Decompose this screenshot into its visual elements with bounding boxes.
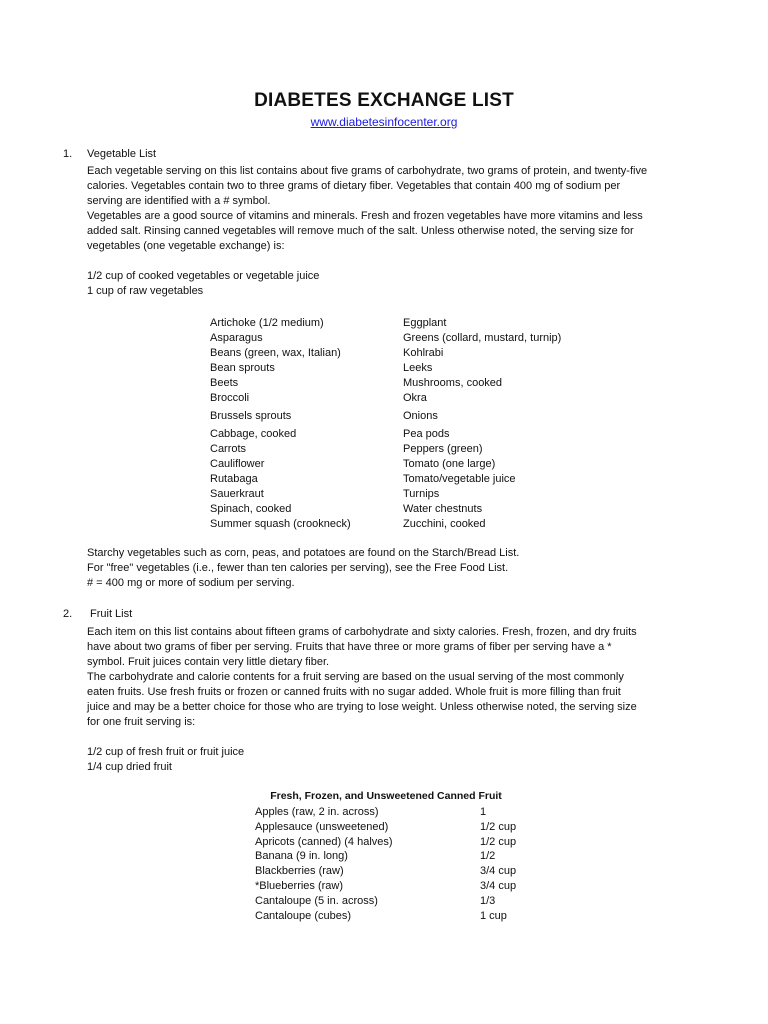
vegetable-item: Pea pods (403, 428, 450, 440)
fruit-amount: 3/4 cup (480, 865, 517, 878)
vegetable-item: Cabbage, cooked (210, 428, 297, 440)
vegetable-item: Eggplant (403, 317, 447, 329)
paragraph-line: eaten fruits. Use fresh fruits or frozen or canned fruits with no sugar added. Whole fruit is more filling than fruit (87, 686, 621, 698)
serving-size-line: 1/2 cup of cooked vegetables or vegetable juice (87, 270, 320, 282)
note-line: # = 400 mg or more of sodium per serving. (87, 577, 295, 589)
vegetable-item: Bean sprouts (210, 362, 275, 374)
paragraph-line: The carbohydrate and calorie contents for a fruit serving are based on the usual serving of the most commonly (87, 671, 624, 683)
document-title: DIABETES EXCHANGE LIST (254, 90, 514, 111)
section-number-1: 1. (63, 148, 73, 160)
vegetable-item: Summer squash (crookneck) (210, 518, 351, 530)
vegetable-column-right (403, 316, 561, 532)
vegetable-item: Zucchini, cooked (403, 518, 486, 530)
fruit-amount: 1/2 (480, 850, 496, 863)
note-line: For "free" vegetables (i.e., fewer than ten calories per serving), see the Free Food List. (87, 562, 509, 574)
paragraph-line: calories. Vegetables contain two to three grams of dietary fiber. Vegetables that contain 400 mg of sodium per (87, 180, 621, 192)
paragraph-line: juice and may be a better choice for those who are trying to lose weight. Unless otherwise noted, the serving size (87, 701, 637, 713)
vegetable-column-left (210, 316, 351, 532)
paragraph-line: vegetables (one vegetable exchange) is: (87, 240, 285, 252)
vegetable-item: Tomato (one large) (403, 458, 496, 470)
vegetable-item: Greens (collard, mustard, turnip) (403, 332, 562, 344)
section-number-2: 2. (63, 608, 73, 620)
vegetable-item: Onions (403, 410, 438, 422)
vegetable-item: Broccoli (210, 392, 250, 404)
vegetable-item: Beets (210, 377, 239, 389)
fruit-amount-column (480, 805, 516, 923)
fruit-item: Apricots (canned) (4 halves) (255, 835, 393, 848)
note-line: Starchy vegetables such as corn, peas, and potatoes are found on the Starch/Bread List. (87, 547, 520, 559)
vegetable-notes (87, 546, 699, 591)
vegetable-intro-paragraph (87, 164, 699, 299)
vegetable-item: Kohlrabi (403, 347, 444, 359)
paragraph-line: serving are identified with a # symbol. (87, 195, 271, 207)
fruit-amount: 1/2 cup (480, 835, 517, 848)
fruit-amount: 1 (480, 806, 487, 818)
vegetable-item: Cauliflower (210, 458, 265, 470)
fruit-item: Blackberries (raw) (255, 865, 344, 878)
serving-size-line: 1/4 cup dried fruit (87, 761, 172, 773)
paragraph-line: have about two grams of fiber per serving. Fruits that have three or more grams of fiber per serving have a * (87, 641, 612, 653)
vegetable-item: Tomato/vegetable juice (403, 473, 516, 485)
fruit-amount: 1/3 (480, 894, 496, 907)
vegetable-item: Asparagus (210, 332, 263, 344)
fruit-amount: 1 cup (480, 909, 507, 922)
fruit-item: Banana (9 in. long) (255, 850, 348, 863)
section-heading-vegetable-list: Vegetable List (87, 148, 157, 160)
fruit-item: Cantaloupe (5 in. across) (255, 894, 378, 907)
paragraph-line: Each vegetable serving on this list contains about five grams of carbohydrate, two grams of protein, and twenty-five (87, 165, 648, 177)
serving-size-line: 1/2 cup of fresh fruit or fruit juice (87, 746, 245, 758)
fruit-item: Apples (raw, 2 in. across) (255, 806, 379, 818)
vegetable-item: Peppers (green) (403, 443, 483, 455)
fruit-intro-paragraph (87, 625, 699, 775)
paragraph-line: Each item on this list contains about fifteen grams of carbohydrate and sixty calories. Fresh, frozen, and dry fruits (87, 626, 637, 638)
vegetable-item: Carrots (210, 443, 247, 455)
serving-size-line: 1 cup of raw vegetables (87, 285, 204, 297)
fruit-name-column (255, 805, 393, 923)
paragraph-line: for one fruit serving is: (87, 716, 196, 728)
vegetable-item: Artichoke (1/2 medium) (210, 317, 324, 329)
vegetable-item: Beans (green, wax, Italian) (210, 347, 341, 359)
website-link[interactable]: www.diabetesinfocenter.org (310, 115, 458, 129)
vegetable-item: Sauerkraut (210, 488, 264, 500)
fruit-amount: 3/4 cup (480, 879, 517, 892)
vegetable-item: Water chestnuts (403, 503, 483, 515)
vegetable-item: Spinach, cooked (210, 503, 292, 515)
paragraph-line: symbol. Fruit juices contain very little dietary fiber. (87, 656, 330, 668)
vegetable-item: Mushrooms, cooked (403, 377, 503, 389)
fruit-amount: 1/2 cup (480, 820, 517, 833)
fruit-item: Applesauce (unsweetened) (255, 820, 389, 833)
vegetable-item: Okra (403, 392, 427, 404)
fruit-item: *Blueberries (raw) (255, 879, 344, 892)
fruit-item: Cantaloupe (cubes) (255, 909, 352, 922)
vegetable-item: Leeks (403, 362, 433, 374)
vegetable-item: Rutabaga (210, 473, 258, 485)
fruit-table-title: Fresh, Frozen, and Unsweetened Canned Fruit (270, 790, 502, 802)
section-heading-fruit-list: Fruit List (90, 608, 133, 620)
vegetable-item: Turnips (403, 488, 440, 500)
paragraph-line: Vegetables are a good source of vitamins and minerals. Fresh and frozen vegetables have more vitamins and less (87, 210, 643, 222)
vegetable-item: Brussels sprouts (210, 410, 292, 422)
paragraph-line: added salt. Rinsing canned vegetables will remove much of the salt. Unless otherwise noted, the serving size for (87, 225, 634, 237)
